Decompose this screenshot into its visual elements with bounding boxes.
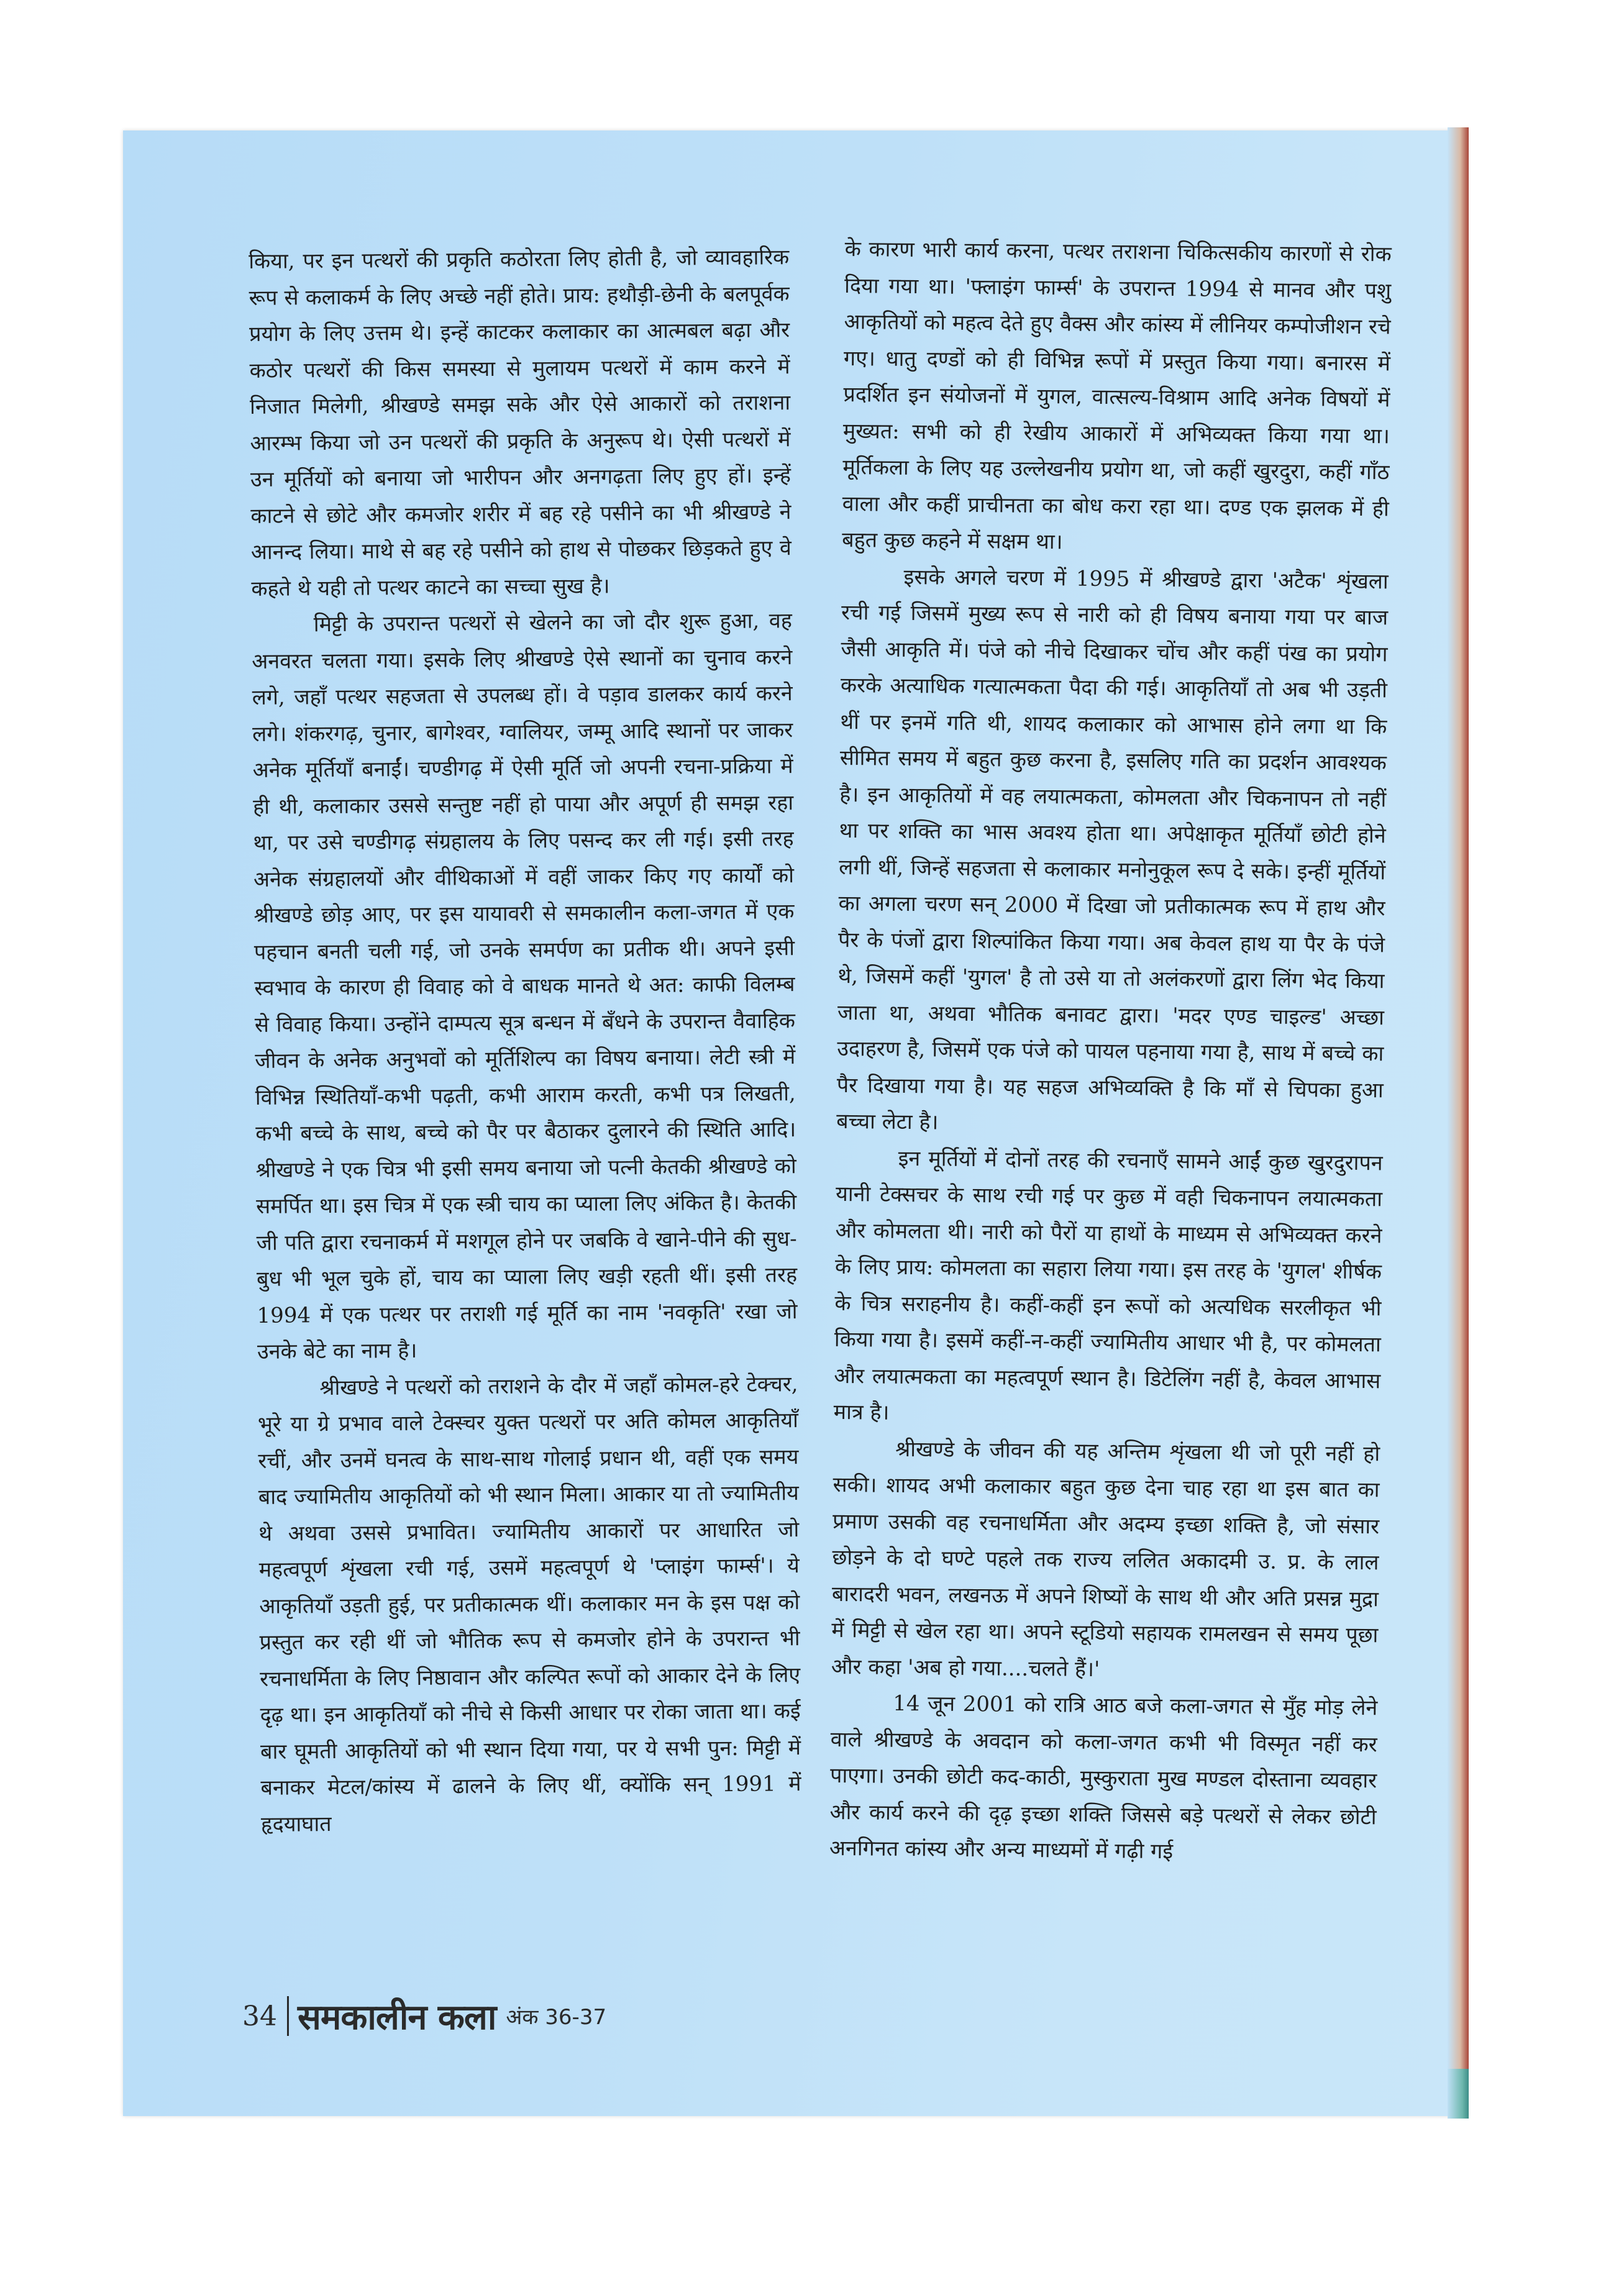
paragraph: मिट्टी के उपरान्त पत्थरों से खेलने का जो दौर शुरू हुआ, वह अनवरत चलता गया। इसके लिए श्रीखण्डे ऐसे स्थानों का चुनाव करने लगे, जहाँ पत्थर सहजता से उपलब्ध हों। वे पड़ाव डालकर कार्य करने लगे। शंकरगढ़, चुनार, बागेश्वर, ग्वालियर, जम्मू आदि स्थानों पर जाकर अनेक मूर्तियाँ बनाईं। चण्डीगढ़ में ऐसी मूर्ति जो अपनी रचना-प्रक्रिया में ही थी, कलाकार उससे सन्तुष्ट नहीं हो पाया और अपूर्ण ही समझ रहा था, पर उसे चण्डीगढ़ संग्रहालय के लिए पसन्द कर ली गई। इसी तरह अनेक संग्रहालयों और वीथिकाओं में वहीं जाकर किए गए कार्यों को श्रीखण्डे छोड़ आए, पर इस यायावरी से समकालीन कला-जगत में एक पहचान बनती चली गई, जो उनके समर्पण का प्रतीक थी। अपने इसी स्वभाव के कारण ही विवाह को वे बाधक मानते थे अत: काफी विलम्ब से विवाह किया। उन्होंने दाम्पत्य सूत्र बन्धन में बँधने के उपरान्त वैवाहिक जीवन के अनेक अनुभवों को मूर्तिशिल्प का विषय बनाया। लेटी स्त्री में विभिन्न स्थितियाँ-कभी पढ़ती, कभी आराम करती, कभी पत्र लिखती, कभी बच्चे के साथ, बच्चे को पैर पर बैठाकर दुलारने की स्थिति आदि। श्रीखण्डे ने एक चित्र भी इसी समय बनाया जो पत्नी केतकी श्रीखण्डे को समर्पित था। इस चित्र में एक स्त्री चाय का प्याला लिए अंकित है। केतकी जी पति द्वारा रचनाकर्म में मशगूल होने पर जबकि वे खाने-पीने की सुध-बुध भी भूल चुके हों, चाय का प्याला लिए खड़ी रहती थीं। इसी तरह 1994 में एक पत्थर पर तराशी गई मूर्ति का नाम 'नवकृति' रखा जो उनके बेटे का नाम है। xyxy=(252,608,798,1364)
paragraph: श्रीखण्डे ने पत्थरों को तराशने के दौर में जहाँ कोमल-हरे टेक्चर, भूरे या ग्रे प्रभाव वाले टेक्स्चर युक्त पत्थरों पर अति कोमल आकृतियाँ रचीं, और उनमें घनत्व के साथ-साथ गोलाई प्रधान थी, वहीं एक समय बाद ज्यामितीय आकृतियों को भी स्थान मिला। आकार या तो ज्यामितीय थे अथवा उससे प्रभावित। ज्यामितीय आकारों पर आधारित जो महत्वपूर्ण शृंखला रची गई, उसमें महत्वपूर्ण थे 'प्लाइंग फार्म्स'। ये आकृतियाँ उड़ती हुई, पर प्रतीकात्मक थीं। कलाकार मन के इस पक्ष को प्रस्तुत कर रही थीं जो भौतिक रूप से कमजोर होने के उपरान्त भी रचनाधर्मिता के लिए निष्ठावान और कल्पित रूपों को आकार देने के लिए दृढ़ था। इन आकृतियाँ को नीचे से किसी आधार पर रोका जाता था। कई बार घूमती आकृतियों को भी स्थान दिया गया, पर ये सभी पुन: मिट्टी में बनाकर मेटल/कांस्य में ढालने के लिए थीं, क्योंकि सन् 1991 में हृदयाघात xyxy=(257,1371,801,1837)
paragraph: इसके अगले चरण में 1995 में श्रीखण्डे द्वारा 'अटैक' शृंखला रची गई जिसमें मुख्य रूप से नारी को ही विषय बनाया गया पर बाज जैसी आकृति में। पंजे को नीचे दिखाकर चोंच और कहीं पंख का प्रयोग करके अत्याधिक गत्यात्मकता पैदा की गई। आकृतियाँ तो अब भी उड़ती थीं पर इनमें गति थी, शायद कलाकार को आभास होने लगा था कि सीमित समय में बहुत कुछ करना है, इसलिए गति का प्रदर्शन आवश्यक है। इन आकृतियों में वह लयात्मकता, कोमलता और चिकनापन तो नहीं था पर शक्ति का भास अवश्य होता था। अपेक्षाकृत मूर्तियाँ छोटी होने लगी थीं, जिन्हें सहजता से कलाकार मनोनुकूल रूप दे सके। इन्हीं मूर्तियों का अगला चरण सन् 2000 में दिखा जो प्रतीकात्मक रूप में हाथ और पैर के पंजों द्वारा शिल्पांकित किया गया। अब केवल हाथ या पैर के पंजे थे, जिसमें कहीं 'युगल' है तो उसे या तो अलंकरणों द्वारा लिंग भेद किया जाता था, अथवा भौतिक बनावट द्वारा। 'मदर एण्ड चाइल्ड' अच्छा उदाहरण है, जिसमें एक पंजे को पायल पहनाया गया है, साथ में बच्चे का पैर दिखाया गया है। यह सहज अभिव्यक्ति है कि माँ से चिपका हुआ बच्चा लेटा है। xyxy=(836,564,1389,1135)
page-edge-bottom xyxy=(1448,2069,1469,2119)
footer-divider xyxy=(287,1996,289,2036)
right-column xyxy=(829,231,1392,1872)
page-edge xyxy=(1448,127,1469,2119)
paragraph: इन मूर्तियों में दोनों तरह की रचनाएँ सामने आईं कुछ खुरदुरापन यानी टेक्सचर के साथ रची गई पर कुछ में वही चिकनापन लयात्मकता और कोमलता थी। नारी को पैरों या हाथों के माध्यम से अभिव्यक्त करने के लिए प्राय: कोमलता का सहारा लिया गया। इस तरह के 'युगल' शीर्षक के चित्र सराहनीय है। कहीं-कहीं इन रूपों को अत्यधिक सरलीकृत भी किया गया है। इसमें कहीं-न-कहीं ज्यामितीय आधार भी है, पर कोमलता और लयात्मकता का महत्वपूर्ण स्थान है। डिटेलिंग नहीं है, केवल आभास मात्र है। xyxy=(833,1146,1383,1425)
paragraph: किया, पर इन पत्थरों की प्रकृति कठोरता लिए होती है, जो व्यावहारिक रूप से कलाकर्म के लिए अच्छे नहीं होते। प्राय: हथौड़ी-छेनी के बलपूर्वक प्रयोग के लिए उत्तम थे। इन्हें काटकर कलाकार का आत्मबल बढ़ा और कठोर पत्थरों की किस समस्या से मुलायम पत्थरों में काम करने में निजात मिलेगी, श्रीखण्डे समझ सके और ऐसे आकारों को तराशना आरम्भ किया जो उन पत्थरों की प्रकृति के अनुरूप थे। ऐसी पत्थरों में उन मूर्तियों को बनाया जो भारीपन और अनगढ़ता लिए हुए हों। इन्हें काटने से छोटे और कमजोर शरीर में बह रहे पसीने का भी श्रीखण्डे ने आनन्द लिया। माथे से बह रहे पसीने को हाथ से पोछकर छिड़कते हुए वे कहते थे यही तो पत्थर काटने का सच्चा सुख है। xyxy=(249,245,792,601)
paragraph: श्रीखण्डे के जीवन की यह अन्तिम शृंखला थी जो पूरी नहीं हो सकी। शायद अभी कलाकार बहुत कुछ देना चाह रहा था इस बात का प्रमाण उसकी वह रचनाधर्मिता और अदम्य इच्छा शक्ति है, जो संसार छोड़ने के दो घण्टे पहले तक राज्य ललित अकादमी उ. प्र. के लाल बारादरी भवन, लखनऊ में अपने शिष्यों के साथ थी और अति प्रसन्न मुद्रा में मिट्टी से खेल रहा था। अपने स्टूडियो सहायक रामलखन से समय पूछा और कहा 'अब हो गया....चलते हैं।' xyxy=(831,1436,1380,1682)
page-number: 34 xyxy=(242,2000,277,2032)
page-footer xyxy=(242,1991,606,2041)
issue-number: अंक 36-37 xyxy=(506,2005,607,2030)
left-column xyxy=(249,239,801,1843)
paragraph: के कारण भारी कार्य करना, पत्थर तराशना चिकित्सकीय कारणों से रोक दिया गया था। 'फ्लाइंग फार्म्स' के उपरान्त 1994 से मानव और पशु आकृतियों को महत्व देते हुए वैक्स और कांस्य में लीनियर कम्पोजीशन रचे गए। धातु दण्डों को ही विभिन्न रूपों में प्रस्तुत किया गया। बनारस में प्रदर्शित इन संयोजनों में युगल, वात्सल्य-विश्राम आदि अनेक विषयों में मुख्यत: सभी को ही रेखीय आकारों में अभिव्यक्त किया गया था। मूर्तिकला के लिए यह उल्लेखनीय प्रयोग था, जो कहीं खुरदुरा, कहीं गाँठ वाला और कहीं प्राचीनता का बोध करा रहा था। दण्ड एक झलक में ही बहुत कुछ कहने में सक्षम था। xyxy=(842,236,1392,555)
magazine-title: समकालीन कला xyxy=(298,1997,496,2038)
paragraph: 14 जून 2001 को रात्रि आठ बजे कला-जगत से मुँह मोड़ लेने वाले श्रीखण्डे के अवदान को कला-जगत कभी भी विस्मृत नहीं कर पाएगा। उनकी छोटी कद-काठी, मुस्कुराता मुख मण्डल दोस्ताना व्यवहार और कार्य करने की दृढ़ इच्छा शक्ति जिससे बड़े पत्थरों से लेकर छोटी अनगिनत कांस्य और अन्य माध्यमों में गढ़ी गई xyxy=(829,1690,1378,1864)
